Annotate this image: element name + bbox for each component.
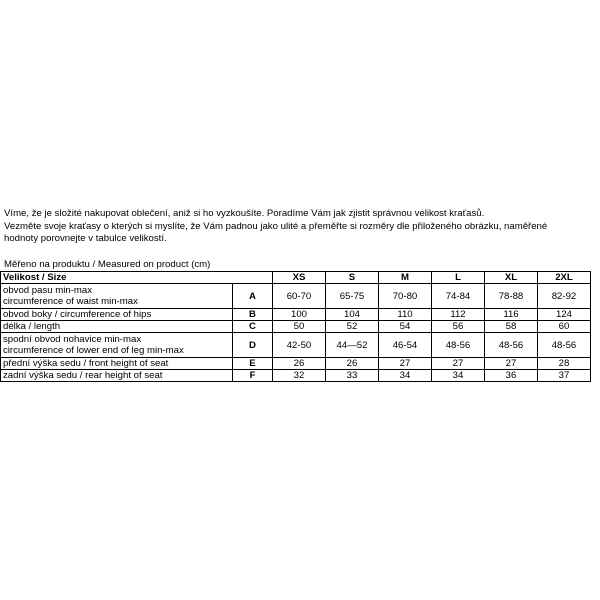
table-cell: 48-56 (432, 333, 485, 358)
measurement-label-text: obvod boky / circumference of hips (3, 309, 152, 320)
table-cell: 33 (326, 370, 379, 382)
table-cell: 27 (379, 358, 432, 370)
table-caption: Měřeno na produktu / Measured on product (cm) (4, 259, 211, 270)
table-cell: 104 (326, 309, 379, 321)
size-header: L (432, 272, 485, 284)
measurement-code: E (233, 358, 273, 370)
table-cell: 78-88 (485, 284, 538, 309)
table-cell: 70-80 (379, 284, 432, 309)
measurement-code: A (233, 284, 273, 309)
measurement-code: D (233, 333, 273, 358)
measurement-label (1, 284, 233, 309)
table-row (1, 284, 591, 309)
table-cell: 26 (326, 358, 379, 370)
table-cell: 48-56 (538, 333, 591, 358)
table-row (1, 309, 591, 321)
measurement-label-en: circumference of waist min-max (3, 296, 138, 307)
table-cell: 56 (432, 321, 485, 333)
size-header: S (326, 272, 379, 284)
table-cell: 74-84 (432, 284, 485, 309)
table-cell: 58 (485, 321, 538, 333)
measurement-label-en: circumference of lower end of leg min-max (3, 345, 184, 356)
table-cell: 82-92 (538, 284, 591, 309)
table-cell: 36 (485, 370, 538, 382)
table-row (1, 333, 591, 358)
table-cell: 27 (485, 358, 538, 370)
table-cell: 44—52 (326, 333, 379, 358)
table-cell: 54 (379, 321, 432, 333)
measurement-label-text: délka / length (3, 321, 61, 332)
table-cell: 52 (326, 321, 379, 333)
measurement-label-cz: spodní obvod nohavice min-max (3, 334, 142, 345)
measurement-label-cz: obvod pasu min-max (3, 285, 93, 296)
table-cell: 27 (432, 358, 485, 370)
intro-line: hodnoty porovnejte v tabulce velikostí. (4, 233, 167, 244)
table-cell: 124 (538, 309, 591, 321)
table-cell: 28 (538, 358, 591, 370)
measurement-label (1, 370, 233, 382)
measurement-code: B (233, 309, 273, 321)
table-header-row (1, 272, 591, 284)
intro-line: Vezměte svoje kraťasy o kterých si myslíte, že Vám padnou jako ulité a přeměřte si rozměry dle přiloženého obrázku, naměřené (4, 220, 548, 232)
measurement-code: F (233, 370, 273, 382)
table-cell: 34 (379, 370, 432, 382)
table-cell: 112 (432, 309, 485, 321)
size-table (0, 271, 591, 382)
table-cell: 42-50 (273, 333, 326, 358)
table-row (1, 358, 591, 370)
table-cell: 48-56 (485, 333, 538, 358)
table-cell: 46-54 (379, 333, 432, 358)
measurement-label (1, 333, 233, 358)
intro-text (4, 208, 596, 246)
size-header: XL (485, 272, 538, 284)
measurement-label (1, 358, 233, 370)
table-cell: 50 (273, 321, 326, 333)
measurement-code: C (233, 321, 273, 333)
measurement-label (1, 309, 233, 321)
table-cell: 34 (432, 370, 485, 382)
table-row (1, 321, 591, 333)
table-cell: 110 (379, 309, 432, 321)
size-header: 2XL (538, 272, 591, 284)
table-cell: 37 (538, 370, 591, 382)
table-cell: 60-70 (273, 284, 326, 309)
table-cell: 60 (538, 321, 591, 333)
size-header-label: Velikost / Size (1, 272, 273, 284)
size-header: XS (273, 272, 326, 284)
measurement-label-text: přední výška sedu / front height of seat (3, 358, 169, 369)
table-cell: 100 (273, 309, 326, 321)
measurement-label (1, 321, 233, 333)
table-cell: 116 (485, 309, 538, 321)
table-cell: 26 (273, 358, 326, 370)
table-cell: 32 (273, 370, 326, 382)
table-row (1, 370, 591, 382)
intro-line: Víme, že je složité nakupovat oblečení, aniž si ho vyzkoušíte. Poradíme Vám jak zjistit správnou velikost kraťasů. (4, 208, 485, 219)
size-header: M (379, 272, 432, 284)
table-cell: 65-75 (326, 284, 379, 309)
measurement-label-text: zadní výška sedu / rear height of seat (3, 370, 163, 381)
